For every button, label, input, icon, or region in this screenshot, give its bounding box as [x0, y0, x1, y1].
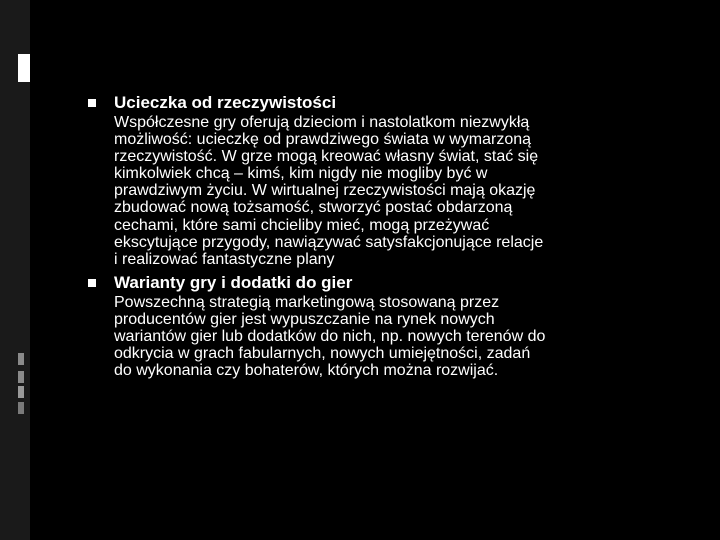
bullet-title: Ucieczka od rzeczywistości	[114, 93, 337, 112]
slide-content	[88, 92, 688, 379]
bullet-title: Warianty gry i dodatki do gier	[114, 272, 353, 292]
square-bullet-icon	[88, 99, 96, 107]
decorative-block-small	[18, 371, 24, 383]
bullet-item	[88, 272, 688, 379]
bullet-body: Współczesne gry oferują dzieciom i nastolatkom niezwykłą możliwość: ucieczkę od prawdziwego świata w wymarzoną rzeczywistość. W grze mogą kreować własny świat, stać się kimkolwiek chcą – kimś, kim nigdy nie mogliby być w prawdziwym życiu. W wirtualnej rzeczywistości mają okazję zbudować nową tożsamość, stworzyć postać obdarzoną cechami, które sami chcieliby mieć, mogą przeżywać ekscytujące przygody, nawiązywać satysfakcjonujące relacje i realizować fantastyczne plany	[114, 114, 544, 268]
decorative-block-small	[18, 402, 24, 414]
decorative-block-small	[18, 386, 24, 398]
decorative-block-top	[18, 54, 30, 82]
bullet-body: Powszechną strategią marketingową stosowaną przez producentów gier jest wypuszczanie na rynek nowych wariantów gier lub dodatków do nich, np. nowych terenów do odkrycia w grach fabularnych, nowych umiejętności, zadań do wykonania czy bohaterów, których można rozwijać.	[114, 293, 546, 380]
decorative-block-small	[18, 353, 24, 365]
square-bullet-icon	[88, 279, 96, 287]
bullet-item	[88, 92, 688, 268]
